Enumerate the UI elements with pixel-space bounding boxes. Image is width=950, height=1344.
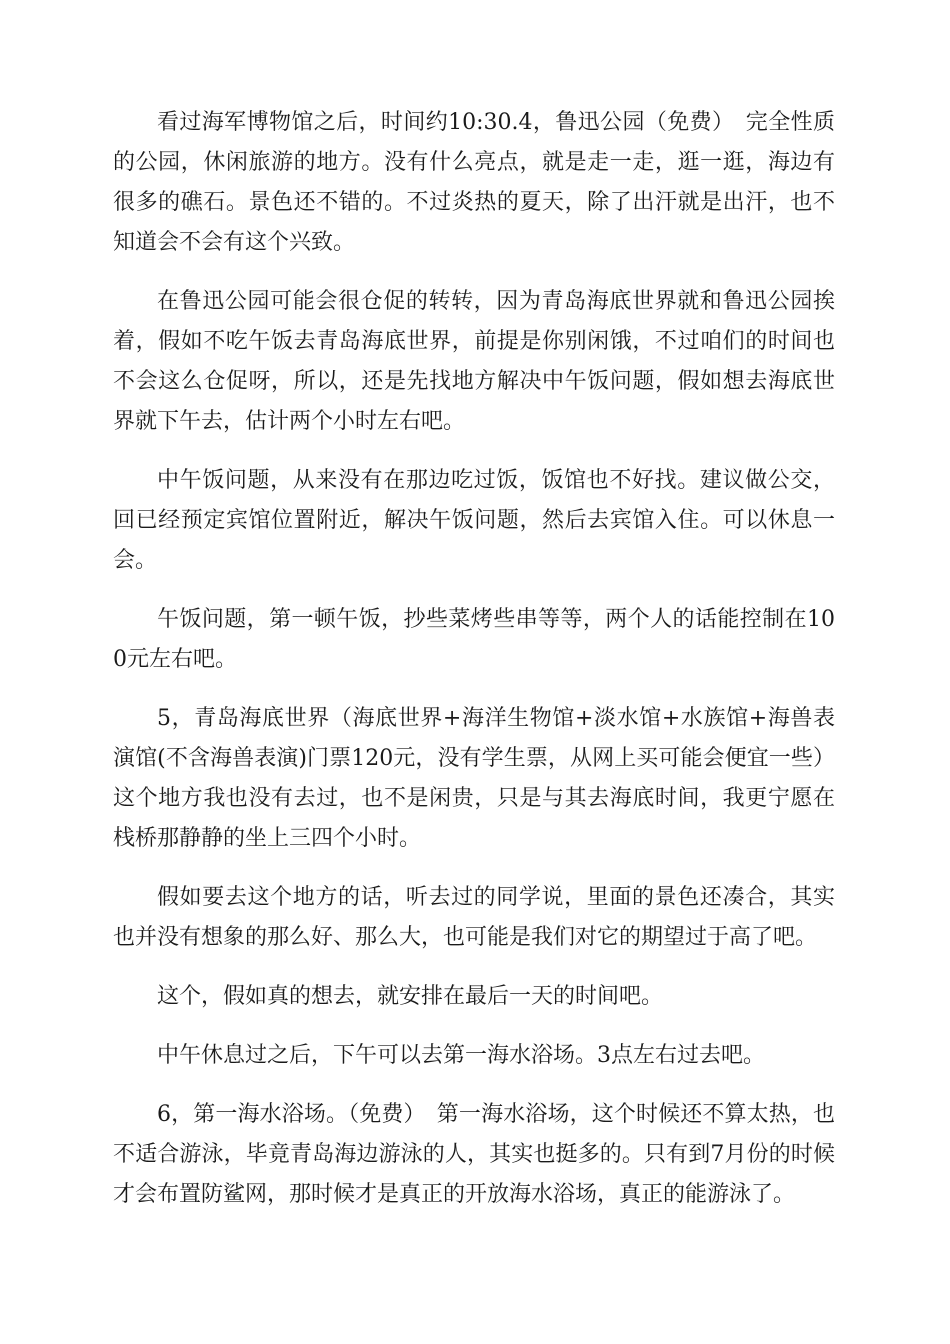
paragraph: 这个，假如真的想去，就安排在最后一天的时间吧。 — [157, 984, 664, 1009]
paragraph: 在鲁迅公园可能会很仓促的转转，因为青岛海底世界就和鲁迅公园挨着，假如不吃午饭去青岛海底世界，前提是你别闲饿，不过咱们的时间也不会这么仓促呀，所以，还是先找地方解决中午饭问题，假如想去海底世界就下午去，估计两个小时左右吧。 — [113, 289, 835, 434]
paragraph: 5，青岛海底世界（海底世界+海洋生物馆+淡水馆+水族馆+海兽表演馆(不含海兽表演)门票120元，没有学生票，从网上买可能会便宜一些）这个地方我也没有去过，也不是闲贵，只是与其去海底时间，我更宁愿在栈桥那静静的坐上三四个小时。 — [113, 706, 835, 851]
paragraph: 中午饭问题，从来没有在那边吃过饭，饭馆也不好找。建议做公交，回已经预定宾馆位置附近，解决午饭问题，然后去宾馆入住。可以休息一会。 — [113, 468, 835, 573]
document-body — [113, 103, 835, 1215]
paragraph: 看过海军博物馆之后，时间约10:30.4，鲁迅公园（免费） 完全性质的公园，休闲旅游的地方。没有什么亮点，就是走一走，逛一逛，海边有很多的礁石。景色还不错的。不过炎热的夏天，除了出汗就是出汗，也不知道会不会有这个兴致。 — [113, 110, 835, 255]
paragraph: 假如要去这个地方的话，听去过的同学说，里面的景色还凑合，其实也并没有想象的那么好、那么大，也可能是我们对它的期望过于高了吧。 — [113, 885, 835, 950]
paragraph: 午饭问题，第一顿午饭，抄些菜烤些串等等，两个人的话能控制在100元左右吧。 — [113, 607, 835, 672]
paragraph: 中午休息过之后，下午可以去第一海水浴场。3点左右过去吧。 — [157, 1043, 765, 1068]
paragraph: 6，第一海水浴场。（免费） 第一海水浴场，这个时候还不算太热，也不适合游泳，毕竟青岛海边游泳的人，其实也挺多的。只有到7月份的时候才会布置防鲨网，那时候才是真正的开放海水浴场，真正的能游泳了。 — [113, 1102, 835, 1207]
